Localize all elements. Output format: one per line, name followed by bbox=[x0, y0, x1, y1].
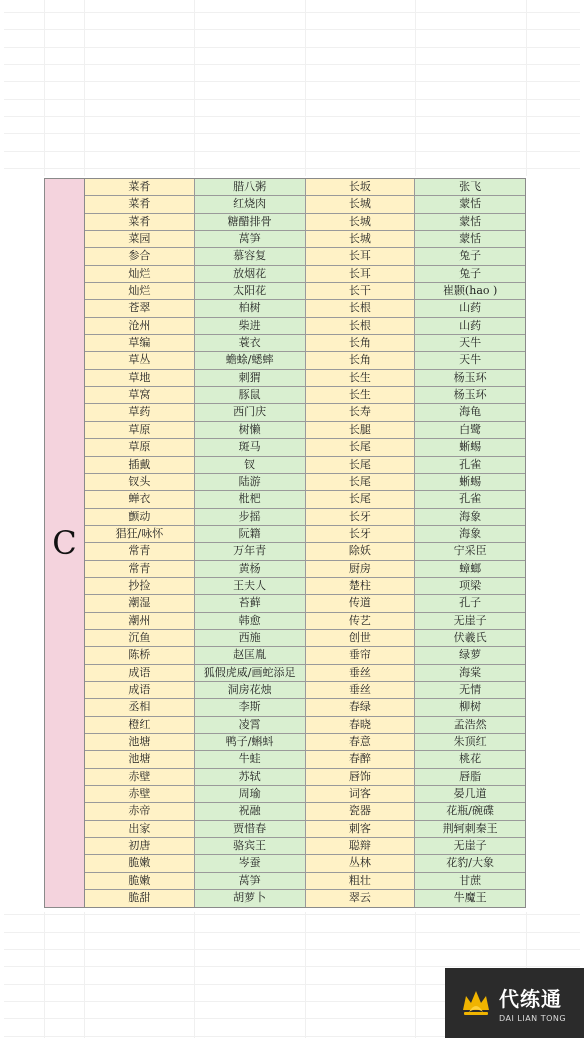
table-cell: 祝融 bbox=[195, 803, 306, 820]
table-cell: 丛林 bbox=[306, 855, 416, 872]
table-cell: 参合 bbox=[85, 248, 195, 265]
table-cell: 翠云 bbox=[306, 890, 416, 907]
table-cell: 长生 bbox=[306, 370, 416, 387]
table-cell: 陈桥 bbox=[85, 647, 195, 664]
gridline bbox=[4, 47, 580, 48]
table-cell: 慕容复 bbox=[195, 248, 306, 265]
table-cell: 张飞 bbox=[415, 179, 525, 196]
table-cell: 树懒 bbox=[195, 422, 306, 439]
table-cell: 草原 bbox=[85, 422, 195, 439]
table-cell: 糖醋排骨 bbox=[195, 214, 306, 231]
table-cell: 黄杨 bbox=[195, 561, 306, 578]
table-cell: 韩愈 bbox=[195, 613, 306, 630]
table-cell: 长尾 bbox=[306, 474, 416, 491]
table-row bbox=[85, 647, 525, 664]
table-cell: 狐假虎威/画蛇添足 bbox=[195, 665, 306, 682]
table-cell: 蓑衣 bbox=[195, 335, 306, 352]
table-cell: 传艺 bbox=[306, 613, 416, 630]
table-cell: 蒙恬 bbox=[415, 214, 525, 231]
table-row bbox=[85, 370, 525, 387]
gridline bbox=[4, 914, 580, 915]
gridline bbox=[4, 133, 580, 134]
table-row bbox=[85, 387, 525, 404]
table-cell: 赤壁 bbox=[85, 769, 195, 786]
table-cell: 鸭子/蝌蚪 bbox=[195, 734, 306, 751]
table-cell: 蜥蜴 bbox=[415, 439, 525, 456]
gridline bbox=[4, 168, 580, 169]
watermark-badge bbox=[445, 968, 584, 1038]
table-cell: 厨房 bbox=[306, 561, 416, 578]
table-row bbox=[85, 335, 525, 352]
table-cell: 牛魔王 bbox=[415, 890, 525, 907]
table-cell: 海象 bbox=[415, 526, 525, 543]
table-cell: 凌霄 bbox=[195, 717, 306, 734]
table-cell: 长牙 bbox=[306, 509, 416, 526]
table-row bbox=[85, 196, 525, 213]
gridline bbox=[44, 912, 45, 1038]
table-cell: 海棠 bbox=[415, 665, 525, 682]
table-cell: 孔子 bbox=[415, 595, 525, 612]
table-cell: 长城 bbox=[306, 196, 416, 213]
table-row bbox=[85, 613, 525, 630]
table-cell: 长角 bbox=[306, 335, 416, 352]
table-cell: 柏树 bbox=[195, 300, 306, 317]
table-cell: 李斯 bbox=[195, 699, 306, 716]
table-cell: 春意 bbox=[306, 734, 416, 751]
table-row bbox=[85, 439, 525, 456]
table-cell: 王夫人 bbox=[195, 578, 306, 595]
table-row bbox=[85, 422, 525, 439]
table-cell: 池塘 bbox=[85, 751, 195, 768]
table-cell: 菜肴 bbox=[85, 214, 195, 231]
table-cell: 潮湿 bbox=[85, 595, 195, 612]
table-cell: 橙红 bbox=[85, 717, 195, 734]
table-cell: 词客 bbox=[306, 786, 416, 803]
table-cell: 灿烂 bbox=[85, 266, 195, 283]
table-cell: 沉鱼 bbox=[85, 630, 195, 647]
table-cell: 白鹭 bbox=[415, 422, 525, 439]
table-cell: 刺客 bbox=[306, 821, 416, 838]
table-cell: 海象 bbox=[415, 509, 525, 526]
table-cell: 聪辩 bbox=[306, 838, 416, 855]
gridline bbox=[4, 99, 580, 100]
table-cell: 柳树 bbox=[415, 699, 525, 716]
table-cell: 蟑螂 bbox=[415, 561, 525, 578]
table-cell: 兔子 bbox=[415, 266, 525, 283]
gridline bbox=[84, 912, 85, 1038]
table-cell: 莴笋 bbox=[195, 231, 306, 248]
table-cell: 春绿 bbox=[306, 699, 416, 716]
table-cell: 长寿 bbox=[306, 404, 416, 421]
gridline bbox=[4, 64, 580, 65]
table-cell: 菜肴 bbox=[85, 179, 195, 196]
table-cell: 赤帝 bbox=[85, 803, 195, 820]
table-row bbox=[85, 509, 525, 526]
table-cell: 常青 bbox=[85, 543, 195, 560]
table-cell: 红烧肉 bbox=[195, 196, 306, 213]
table-cell: 太阳花 bbox=[195, 283, 306, 300]
table-cell: 放烟花 bbox=[195, 266, 306, 283]
table-cell: 唇饰 bbox=[306, 769, 416, 786]
table-cell: 沧州 bbox=[85, 318, 195, 335]
table-row bbox=[85, 404, 525, 421]
table-row bbox=[85, 751, 525, 768]
section-letter-cell bbox=[45, 179, 85, 907]
table-cell: 猖狂/咏怀 bbox=[85, 526, 195, 543]
gridline bbox=[84, 0, 85, 176]
table-cell: 长耳 bbox=[306, 266, 416, 283]
table-row bbox=[85, 561, 525, 578]
table-cell: 无崖子 bbox=[415, 838, 525, 855]
table-cell: 蟾蜍/蟋蟀 bbox=[195, 352, 306, 369]
table-cell: 长根 bbox=[306, 300, 416, 317]
table-row bbox=[85, 457, 525, 474]
table-cell: 长坂 bbox=[306, 179, 416, 196]
table-row bbox=[85, 578, 525, 595]
table-cell: 脆嫩 bbox=[85, 873, 195, 890]
table-cell: 赵匡胤 bbox=[195, 647, 306, 664]
gridline bbox=[194, 912, 195, 1038]
gridline bbox=[4, 81, 580, 82]
table-cell: 阮籍 bbox=[195, 526, 306, 543]
table-cell: 长根 bbox=[306, 318, 416, 335]
table-cell: 脆嫩 bbox=[85, 855, 195, 872]
gridline bbox=[4, 949, 580, 950]
gridline bbox=[4, 151, 580, 152]
table-cell: 长耳 bbox=[306, 248, 416, 265]
table-cell: 垂丝 bbox=[306, 682, 416, 699]
table-cell: 潮州 bbox=[85, 613, 195, 630]
table-cell: 抄捡 bbox=[85, 578, 195, 595]
table-cell: 步摇 bbox=[195, 509, 306, 526]
table-cell: 牛蛙 bbox=[195, 751, 306, 768]
table-row bbox=[85, 179, 525, 196]
table-row bbox=[85, 855, 525, 872]
table-cell: 初唐 bbox=[85, 838, 195, 855]
table-cell: 草丛 bbox=[85, 352, 195, 369]
table-cell: 草原 bbox=[85, 439, 195, 456]
table-row bbox=[85, 838, 525, 855]
table-cell: 柴进 bbox=[195, 318, 306, 335]
table-cell: 草编 bbox=[85, 335, 195, 352]
table-cell: 绿萝 bbox=[415, 647, 525, 664]
table-cell: 楚柱 bbox=[306, 578, 416, 595]
table-row bbox=[85, 786, 525, 803]
gridline bbox=[305, 0, 306, 176]
table-cell: 瓷器 bbox=[306, 803, 416, 820]
gridline bbox=[415, 0, 416, 176]
table-cell: 朱顶红 bbox=[415, 734, 525, 751]
table-row bbox=[85, 630, 525, 647]
table-cell: 荆轲刺秦王 bbox=[415, 821, 525, 838]
table-row bbox=[85, 734, 525, 751]
table-cell: 长干 bbox=[306, 283, 416, 300]
table-row bbox=[85, 474, 525, 491]
table-cell: 蒙恬 bbox=[415, 231, 525, 248]
table-cell: 垂帘 bbox=[306, 647, 416, 664]
table-cell: 杨玉环 bbox=[415, 387, 525, 404]
table-cell: 花豹/大象 bbox=[415, 855, 525, 872]
table-cell: 春醉 bbox=[306, 751, 416, 768]
table-row bbox=[85, 717, 525, 734]
table-row bbox=[85, 318, 525, 335]
table-cell: 岑蚕 bbox=[195, 855, 306, 872]
table-row bbox=[85, 595, 525, 612]
table-row bbox=[85, 300, 525, 317]
table-cell: 草窝 bbox=[85, 387, 195, 404]
table-cell: 传道 bbox=[306, 595, 416, 612]
table-cell: 山药 bbox=[415, 318, 525, 335]
table-cell: 西门庆 bbox=[195, 404, 306, 421]
table-cell: 赤壁 bbox=[85, 786, 195, 803]
table-cell: 甘蔗 bbox=[415, 873, 525, 890]
table-row bbox=[85, 526, 525, 543]
table-cell: 蝉衣 bbox=[85, 491, 195, 508]
table-cell: 钗头 bbox=[85, 474, 195, 491]
table-cell: 草药 bbox=[85, 404, 195, 421]
table-row bbox=[85, 352, 525, 369]
table-cell: 杨玉环 bbox=[415, 370, 525, 387]
table-cell: 桃花 bbox=[415, 751, 525, 768]
table-cell: 花瓶/碗碟 bbox=[415, 803, 525, 820]
table-cell: 菜园 bbox=[85, 231, 195, 248]
table-row bbox=[85, 283, 525, 300]
section-letter: C bbox=[52, 524, 77, 563]
table-row bbox=[85, 543, 525, 560]
gridline bbox=[305, 912, 306, 1038]
table-row bbox=[85, 699, 525, 716]
crown-flame-logo-icon bbox=[459, 986, 493, 1020]
table-cell: 晏几道 bbox=[415, 786, 525, 803]
table-cell: 颤动 bbox=[85, 509, 195, 526]
table-cell: 崔颢(hao ) bbox=[415, 283, 525, 300]
table-cell: 出家 bbox=[85, 821, 195, 838]
table-cell: 苍翠 bbox=[85, 300, 195, 317]
table-cell: 胡萝卜 bbox=[195, 890, 306, 907]
table-row bbox=[85, 266, 525, 283]
table-cell: 苏轼 bbox=[195, 769, 306, 786]
gridline bbox=[526, 0, 527, 176]
table-cell: 插戴 bbox=[85, 457, 195, 474]
watermark-pinyin: DAI LIAN TONG bbox=[499, 1014, 567, 1023]
table-cell: 天牛 bbox=[415, 335, 525, 352]
table-cell: 丞相 bbox=[85, 699, 195, 716]
table-cell: 斑马 bbox=[195, 439, 306, 456]
table-cell: 项梁 bbox=[415, 578, 525, 595]
table-cell: 西施 bbox=[195, 630, 306, 647]
table-row bbox=[85, 821, 525, 838]
table-cell: 唇脂 bbox=[415, 769, 525, 786]
table-cell: 长城 bbox=[306, 214, 416, 231]
table-cell: 除妖 bbox=[306, 543, 416, 560]
table-row bbox=[85, 214, 525, 231]
table-row bbox=[85, 873, 525, 890]
table-cell: 长尾 bbox=[306, 457, 416, 474]
table-cell: 长尾 bbox=[306, 491, 416, 508]
table-cell: 山药 bbox=[415, 300, 525, 317]
gridline bbox=[194, 0, 195, 176]
table-cell: 孔雀 bbox=[415, 491, 525, 508]
table-cell: 菜肴 bbox=[85, 196, 195, 213]
table-row bbox=[85, 769, 525, 786]
table-cell: 腊八粥 bbox=[195, 179, 306, 196]
gridline bbox=[4, 932, 580, 933]
table-cell: 孟浩然 bbox=[415, 717, 525, 734]
table-cell: 成语 bbox=[85, 682, 195, 699]
table-cell: 粗壮 bbox=[306, 873, 416, 890]
table-cell: 万年青 bbox=[195, 543, 306, 560]
table-cell: 枇杷 bbox=[195, 491, 306, 508]
table-cell: 无崖子 bbox=[415, 613, 525, 630]
table-cell: 灿烂 bbox=[85, 283, 195, 300]
table-cell: 长角 bbox=[306, 352, 416, 369]
table-cell: 陆游 bbox=[195, 474, 306, 491]
table-body bbox=[85, 179, 525, 907]
table-cell: 苔藓 bbox=[195, 595, 306, 612]
gridline bbox=[4, 12, 580, 13]
table-cell: 钗 bbox=[195, 457, 306, 474]
table-row bbox=[85, 890, 525, 907]
gridline bbox=[415, 912, 416, 1038]
table-cell: 成语 bbox=[85, 665, 195, 682]
table-cell: 垂丝 bbox=[306, 665, 416, 682]
table-cell: 莴笋 bbox=[195, 873, 306, 890]
table-cell: 豚鼠 bbox=[195, 387, 306, 404]
table-row bbox=[85, 248, 525, 265]
table-cell: 长尾 bbox=[306, 439, 416, 456]
table-cell: 兔子 bbox=[415, 248, 525, 265]
table-cell: 草地 bbox=[85, 370, 195, 387]
table-cell: 长腿 bbox=[306, 422, 416, 439]
table-cell: 海龟 bbox=[415, 404, 525, 421]
table-cell: 刺猬 bbox=[195, 370, 306, 387]
table-cell: 周瑜 bbox=[195, 786, 306, 803]
table-cell: 无情 bbox=[415, 682, 525, 699]
table-cell: 创世 bbox=[306, 630, 416, 647]
table-row bbox=[85, 665, 525, 682]
table-cell: 长城 bbox=[306, 231, 416, 248]
table-cell: 洞房花烛 bbox=[195, 682, 306, 699]
data-table bbox=[44, 178, 526, 908]
table-row bbox=[85, 682, 525, 699]
table-cell: 蜥蜴 bbox=[415, 474, 525, 491]
table-cell: 脆甜 bbox=[85, 890, 195, 907]
table-cell: 孔雀 bbox=[415, 457, 525, 474]
table-row bbox=[85, 491, 525, 508]
table-cell: 宁采臣 bbox=[415, 543, 525, 560]
table-cell: 常青 bbox=[85, 561, 195, 578]
gridline bbox=[4, 29, 580, 30]
table-cell: 天牛 bbox=[415, 352, 525, 369]
table-cell: 蒙恬 bbox=[415, 196, 525, 213]
watermark-name: 代练通 bbox=[499, 987, 562, 1011]
gridline bbox=[44, 0, 45, 176]
table-cell: 贾惜春 bbox=[195, 821, 306, 838]
table-cell: 春晓 bbox=[306, 717, 416, 734]
gridline bbox=[4, 116, 580, 117]
table-row bbox=[85, 803, 525, 820]
table-cell: 长牙 bbox=[306, 526, 416, 543]
table-cell: 伏羲氏 bbox=[415, 630, 525, 647]
table-cell: 池塘 bbox=[85, 734, 195, 751]
table-cell: 骆宾王 bbox=[195, 838, 306, 855]
table-row bbox=[85, 231, 525, 248]
table-cell: 长生 bbox=[306, 387, 416, 404]
